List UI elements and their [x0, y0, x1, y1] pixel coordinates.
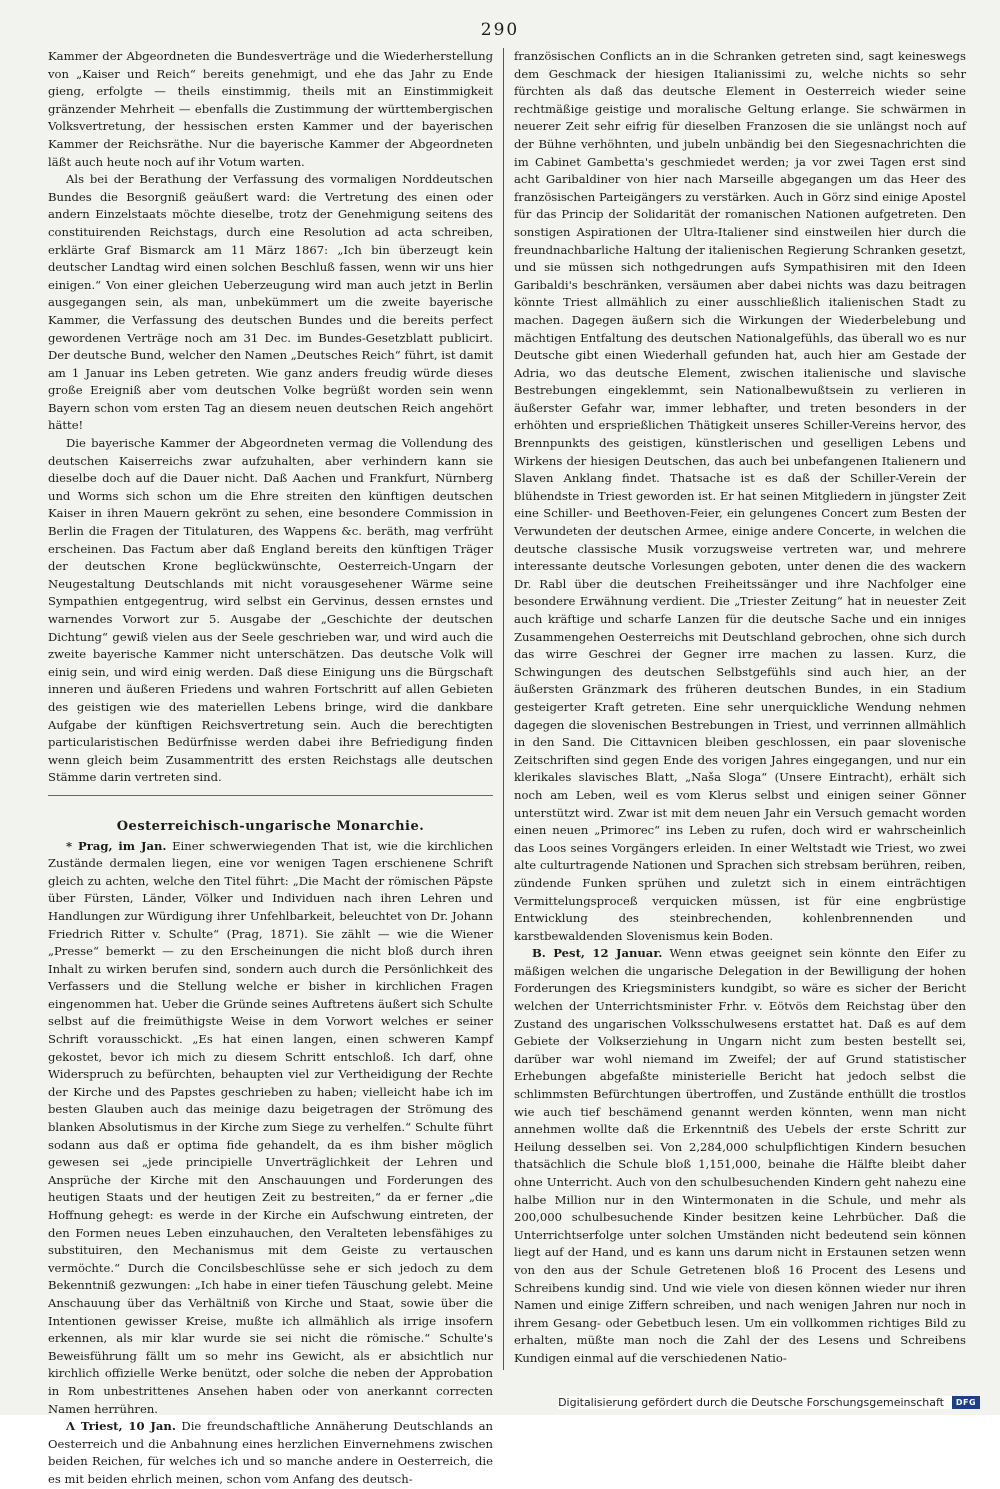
paragraph: Die bayerische Kammer der Abgeordneten vermag die Vollendung des deutschen Kaiserreichs zwar aufzuhalten, aber verhindern kann sie dieselbe doch auf die Dauer nicht. Daß Aachen und Frankfurt, Nürnberg und Worms sich schon um die Ehre streiten den künftigen deutschen Kaiser in ihren Mauern gekrönt zu sehen, eine besondere Commission in Berlin die Fragen der Titulaturen, des Wappens &c. beräth, mag verfrüht erscheinen. Das Factum aber daß England bereits den künftigen Träger der deutschen Krone beglückwünschte, Oesterreich-Ungarn der Neugestaltung Deutschlands mit nicht vorausgesehener Wärme seine Sympathien entgegentrug, wird selbst ein Gervinus, dessen ernstes und warnendes Vorwort zur 5. Ausgabe der „Geschichte der deutschen Dichtung“ gewiß vielen aus der Seele geschrieben war, und wird auch die zweite bayerische Kammer nicht unterschätzen. Das deutsche Volk will einig sein, und wird einig werden. Daß diese Einigung uns die Bürgschaft inneren und äußeren Friedens und wahren Fortschritt auf allen Gebieten des geistigen wie des materiellen Lebens bringe, wird die dankbare Aufgabe der künftigen Reichsvertretung sein. Auch die berechtigten particularistischen Bedürfnisse werden dabei ihre Befriedigung finden wenn gleich beim Zusammentritt des ersten Reichstags alle deutschen Stämme darin vertreten sind.	[48, 436, 493, 785]
paragraph: Als bei der Berathung der Verfassung des vormaligen Norddeutschen Bundes die Besorgniß geäußert ward: die Vertretung des einen oder andern Einzelstaats möchte dieselbe, trotz der Genehmigung seitens des constituirenden Reichstags, durch eine Resolution ad acta schreiben, erklärte Graf Bismarck am 11 März 1867: „Ich bin überzeugt kein deutscher Landtag wird einen solchen Beschluß fassen, wenn wir uns hier einigen.“ Von einer gleichen Ueberzeugung wird man auch jetzt in Berlin ausgegangen sein, als man, unbekümmert um die zweite bayerische Kammer, die Verfassung des deutschen Bundes und die bereits perfect gewordenen Verträge noch am 31 Dec. im Bundes-Gesetzblatt publicirt. Der deutsche Bund, welcher den Namen „Deutsches Reich“ führt, ist damit am 1 Januar ins Leben getreten. Wie ganz anders freudig würde dieses große Ereigniß aber vom deutschen Volke begrüßt worden sein wenn Bayern schon vom ersten Tag an diesem neuen deutschen Reich angehört hätte!	[48, 172, 493, 433]
dateline-prag: * Prag, im Jan.	[66, 838, 167, 853]
article-pest	[514, 945, 966, 1367]
article-triest-continued: französischen Conflicts an in die Schranken getreten sind, sagt keineswegs dem Geschmack der hiesigen Italianissimi zu, welche nichts so sehr fürchten als daß das deutsche Element in Oesterreich wieder seine rechtmäßige geistige und moralische Geltung erlange. Sie schwärmen in neuerer Zeit sehr eifrig für dieselben Franzosen die sie unlängst noch auf der Bühne verhöhnten, und jubeln unbändig bei den Siegesnachrichten die im Cabinet Gambetta's geschmiedet werden; ja vor zwei Tagen erst sind acht Garibaldiner von hier nach Marseille abgegangen um das Heer des französischen Parteigängers zu verstärken. Auch in Görz sind einige Apostel für das Princip der Solidarität der romanischen Nationen aufgetreten. Den sonstigen Aspirationen der Ultra-Italiener sind einstweilen hier durch die freundnachbarliche Haltung der italienischen Regierung Schranken gesetzt, und sie müssen sich nothgedrungen aufs Sympathisiren mit den Ideen Garibaldi's beschränken, versäumen aber dabei nichts was dazu beitragen könnte Triest allmählich zu einer ausschließlich italienischen Stadt zu machen. Dagegen äußern sich die Wirkungen der Wiederbelebung und mächtigen Entfaltung des deutschen Nationalgefühls, das überall wo es nur Deutsche gibt einen Wiederhall gefunden hat, auch hier am Gestade der Adria, wo das deutsche Element, zwischen italienische und slavische Bestrebungen eingeklemmt, sein Nationalbewußtsein zu verlieren in äußerster Gefahr war, immer lebhafter, und treten besonders in der erhöhten und ersprießlichen Thätigkeit unseres Schiller-Vereins hervor, des Brennpunkts des geistigen, künstlerischen und geselligen Lebens und Wirkens der hiesigen Deutschen, das auch bei unbefangenen Italienern und Slaven Anklang findet. Thatsache ist es daß der Schiller-Verein der blühendste in Triest geworden ist. Er hat seinen Mitgliedern in jüngster Zeit eine Schiller- und Beethoven-Feier, ein gelungenes Concert zum Besten der Verwundeten der deutschen Armee, einige andere Concerte, in welchen die deutsche classische Musik vorzugsweise vertreten war, und mehrere interessante deutsche Vorlesungen geboten, unter denen die des wackern Dr. Rabl über die deutschen Freiheitssänger und ihre Nachfolger eine besondere Erwähnung verdient. Die „Triester Zeitung“ hat in neuester Zeit auch kräftige und scharfe Lanzen für die deutsche Sache und ein inniges Zusammengehen Oesterreichs mit Deutschland gebrochen, ohne sich durch das wirre Geschrei der Gegner irre machen zu lassen. Kurz, die Schwingungen des deutschen Selbstgefühls sind auch hier, an der äußersten Gränzmark des früheren deutschen Bundes, in ein Stadium gesteigerter Kraft getreten. Eine sehr unerquickliche Wendung nehmen dagegen die slovenischen Bestrebungen in Triest, und verrinnen allmählich in den Sand. Die Cittavnicen bleiben geschlossen, ein paar slovenische Zeitschriften sind gegen Ende des vorigen Jahres eingegangen, und nur ein klerikales slavisches Blatt, „Naša Sloga“ (Unsere Eintracht), erhält sich noch am Leben, weil es vom Klerus selbst und einigen seiner Gönner unterstützt wird. Zwar ist mit dem neuen Jahr ein Versuch gemacht worden einen neuen „Primorec“ ins Leben zu rufen, doch wird er wahrscheinlich das Loos seines Vorgängers erleiden. In einer Weltstadt wie Triest, wo zwei alte culturtragende Nationen und Sprachen sich strebsam berühren, reiben, zündende Funken sprühen und zuletzt sich in einem einträchtigen Vermittelungsproceß verquicken müssen, ist für eine engbrüstige Entwicklung des steinbrechenden, kohlenbrennenden und karstbewaldenden Slovenismus kein Boden.	[514, 49, 966, 943]
column-divider	[503, 48, 504, 1370]
section-heading: Oesterreichisch-ungarische Monarchie.	[116, 818, 425, 834]
right-column	[514, 48, 966, 1378]
dateline-pest: B. Pest, 12 Januar.	[532, 946, 663, 961]
page-number: 290	[480, 20, 520, 40]
section-divider	[48, 795, 493, 796]
dfg-logo: DFG	[952, 1396, 980, 1409]
article-text: Wenn etwas geeignet sein könnte den Eifer zu mäßigen welchen die ungarische Delegation in der Bewilligung der hohen Forderungen des Kriegsministers kundgibt, so wäre es sicher der Bericht welchen der Unterrichtsminister Frhr. v. Eötvös dem Reichstag über den Zustand des ungarischen Volksschulwesens erstattet hat. Daß es auf dem Gebiete der Volkserziehung in Ungarn nicht zum besten bestellt sei, darüber war wohl niemand im Zweifel; der auf Grund statistischer Erhebungen abgefaßte ministerielle Bericht hat jedoch selbst die schlimmsten Befürchtungen übertroffen, und Zustände enthüllt die trostlos wie auch tief beschämend genannt werden könnten, wenn man nicht annehmen wollte daß die Erkenntniß des Uebels der erste Schritt zur Heilung desselben sei. Von 2,284,000 schulpflichtigen Kindern besuchen thatsächlich die Schule bloß 1,151,000, beinahe die Hälfte bleibt daher ohne Unterricht. Auch von den schulbesuchenden Kindern geht nahezu eine halbe Million nur in den Wintermonaten in die Schule, und mehr als 200,000 schulbesuchende Kinder besitzen keine Lehrbücher. Daß die Unterrichtserfolge unter solchen Umständen nicht bedeutend sein können liegt auf der Hand, und es kann uns darum nicht in Erstaunen setzen wenn von den aus der Schule Getretenen bloß 16 Procent des Lesens und Schreibens kundig sind. Und wie viele von diesen können wieder nur ihren Namen und einige Ziffern schreiben, und nach wenigen Jahren nur noch in ihrem Gesang- oder Gebetbuch lesen. Um ein vollkommen richtiges Bild zu erhalten, müßte man noch die Zahl der des Lesens und Schreibens Kundigen einmal auf die verschiedenen Natio-	[514, 946, 966, 1365]
article-prag	[48, 838, 493, 1419]
dateline-triest: Λ Triest, 10 Jan.	[66, 1419, 176, 1434]
footer-credit-text: Digitalisierung gefördert durch die Deutsche Forschungsgemeinschaft	[558, 1396, 944, 1409]
article-triest	[48, 1418, 493, 1488]
article-text: Einer schwerwiegenden That ist, wie die kirchlichen Zustände dermalen liegen, eine vor wenigen Tagen erschienene Schrift gleich zu achten, welche den Titel führt: „Die Macht der römischen Päpste über Fürsten, Länder, Völker und Individuen nach ihren Lehren und Handlungen zur Würdigung ihrer Unfehlbarkeit, beleuchtet von Dr. Johann Friedrich Ritter v. Schulte“ (Prag, 1871). Sie zählt — wie die Wiener „Presse“ bemerkt — zu den Erscheinungen die nicht bloß durch ihren Inhalt zu wirken berufen sind, sondern auch durch die Persönlichkeit des Verfassers und die Stellung welche er bisher in kirchlichen Fragen eingenommen hat. Ueber die Gründe seines Auftretens äußert sich Schulte selbst auf die freimüthigste Weise in dem Vorwort welches er seiner Schrift vorausschickt. „Es hat einen langen, einen schweren Kampf gekostet, bevor ich mich zu diesem Schritt entschloß. Ich darf, ohne Widerspruch zu befürchten, behaupten viel zur Vertheidigung der Rechte der Kirche und des Papstes geschrieben zu haben; vielleicht habe ich im besten Glauben auch das meinige dazu beigetragen der Strömung des blanken Absolutismus in der Kirche zum Siege zu verhelfen.“ Schulte führt sodann aus daß er optima fide gehandelt, da es ihm bisher möglich gewesen sei „jede principielle Unverträglichkeit der Lehren und Ansprüche der Kirche mit den Anschauungen und Forderungen des heutigen Staats und der heutigen Zeit zu bestreiten,“ da er ferner „die Hoffnung gehegt: es werde in der Kirche ein Aufschwung eintreten, der den Formen neues Leben einzuhauchen, den Veralteten lebensfähiges zu substituiren, den Mechanismus mit dem Geiste zu vertauschen vermöchte.“ Durch die Concilsbeschlüsse sehe er sich jedoch zu dem Bekenntniß gezwungen: „Ich habe in einer tiefen Täuschung gelebt. Meine Anschauung über das Verhältniß von Kirche und Staat, sowie über die Intentionen gewisser Kreise, mußte ich allmählich als irrige insofern erkennen, als mir klar wurde sie sei nicht die römische.“ Schulte's Beweisführung fällt um so mehr ins Gewicht, als er absichtlich nur kirchlich offizielle Werke benützt, oder solche die neben der Approbation in Rom unbestrittenes Ansehen haben oder von anerkannt correcten Namen herrühren.	[48, 838, 494, 1416]
footer-credit	[558, 1396, 980, 1409]
left-column	[48, 48, 494, 1486]
article-text: Die freundschaftliche Annäherung Deutschlands an Oesterreich und die Anbahnung eines herzlichen Einvernehmens zwischen beiden Reichen, für welches ich und so manche andere in Oesterreich, die es mit beiden ehrlich meinen, schon vom Anfang des deutsch-	[48, 1419, 493, 1486]
paragraph: Kammer der Abgeordneten die Bundesverträge und die Wiederherstellung von „Kaiser und Reich“ bereits genehmigt, und ehe das Jahr zu Ende gieng, erfolgte — theils einstimmig, theils mit an Einstimmigkeit gränzender Mehrheit — ebenfalls die Zustimmung der württembergischen Volksvertretung, der hessischen ersten Kammer und der bayerischen Kammer der Reichsräthe. Nur die bayerische Kammer der Abgeordneten läßt auch heute noch auf ihr Votum warten.	[48, 49, 493, 169]
